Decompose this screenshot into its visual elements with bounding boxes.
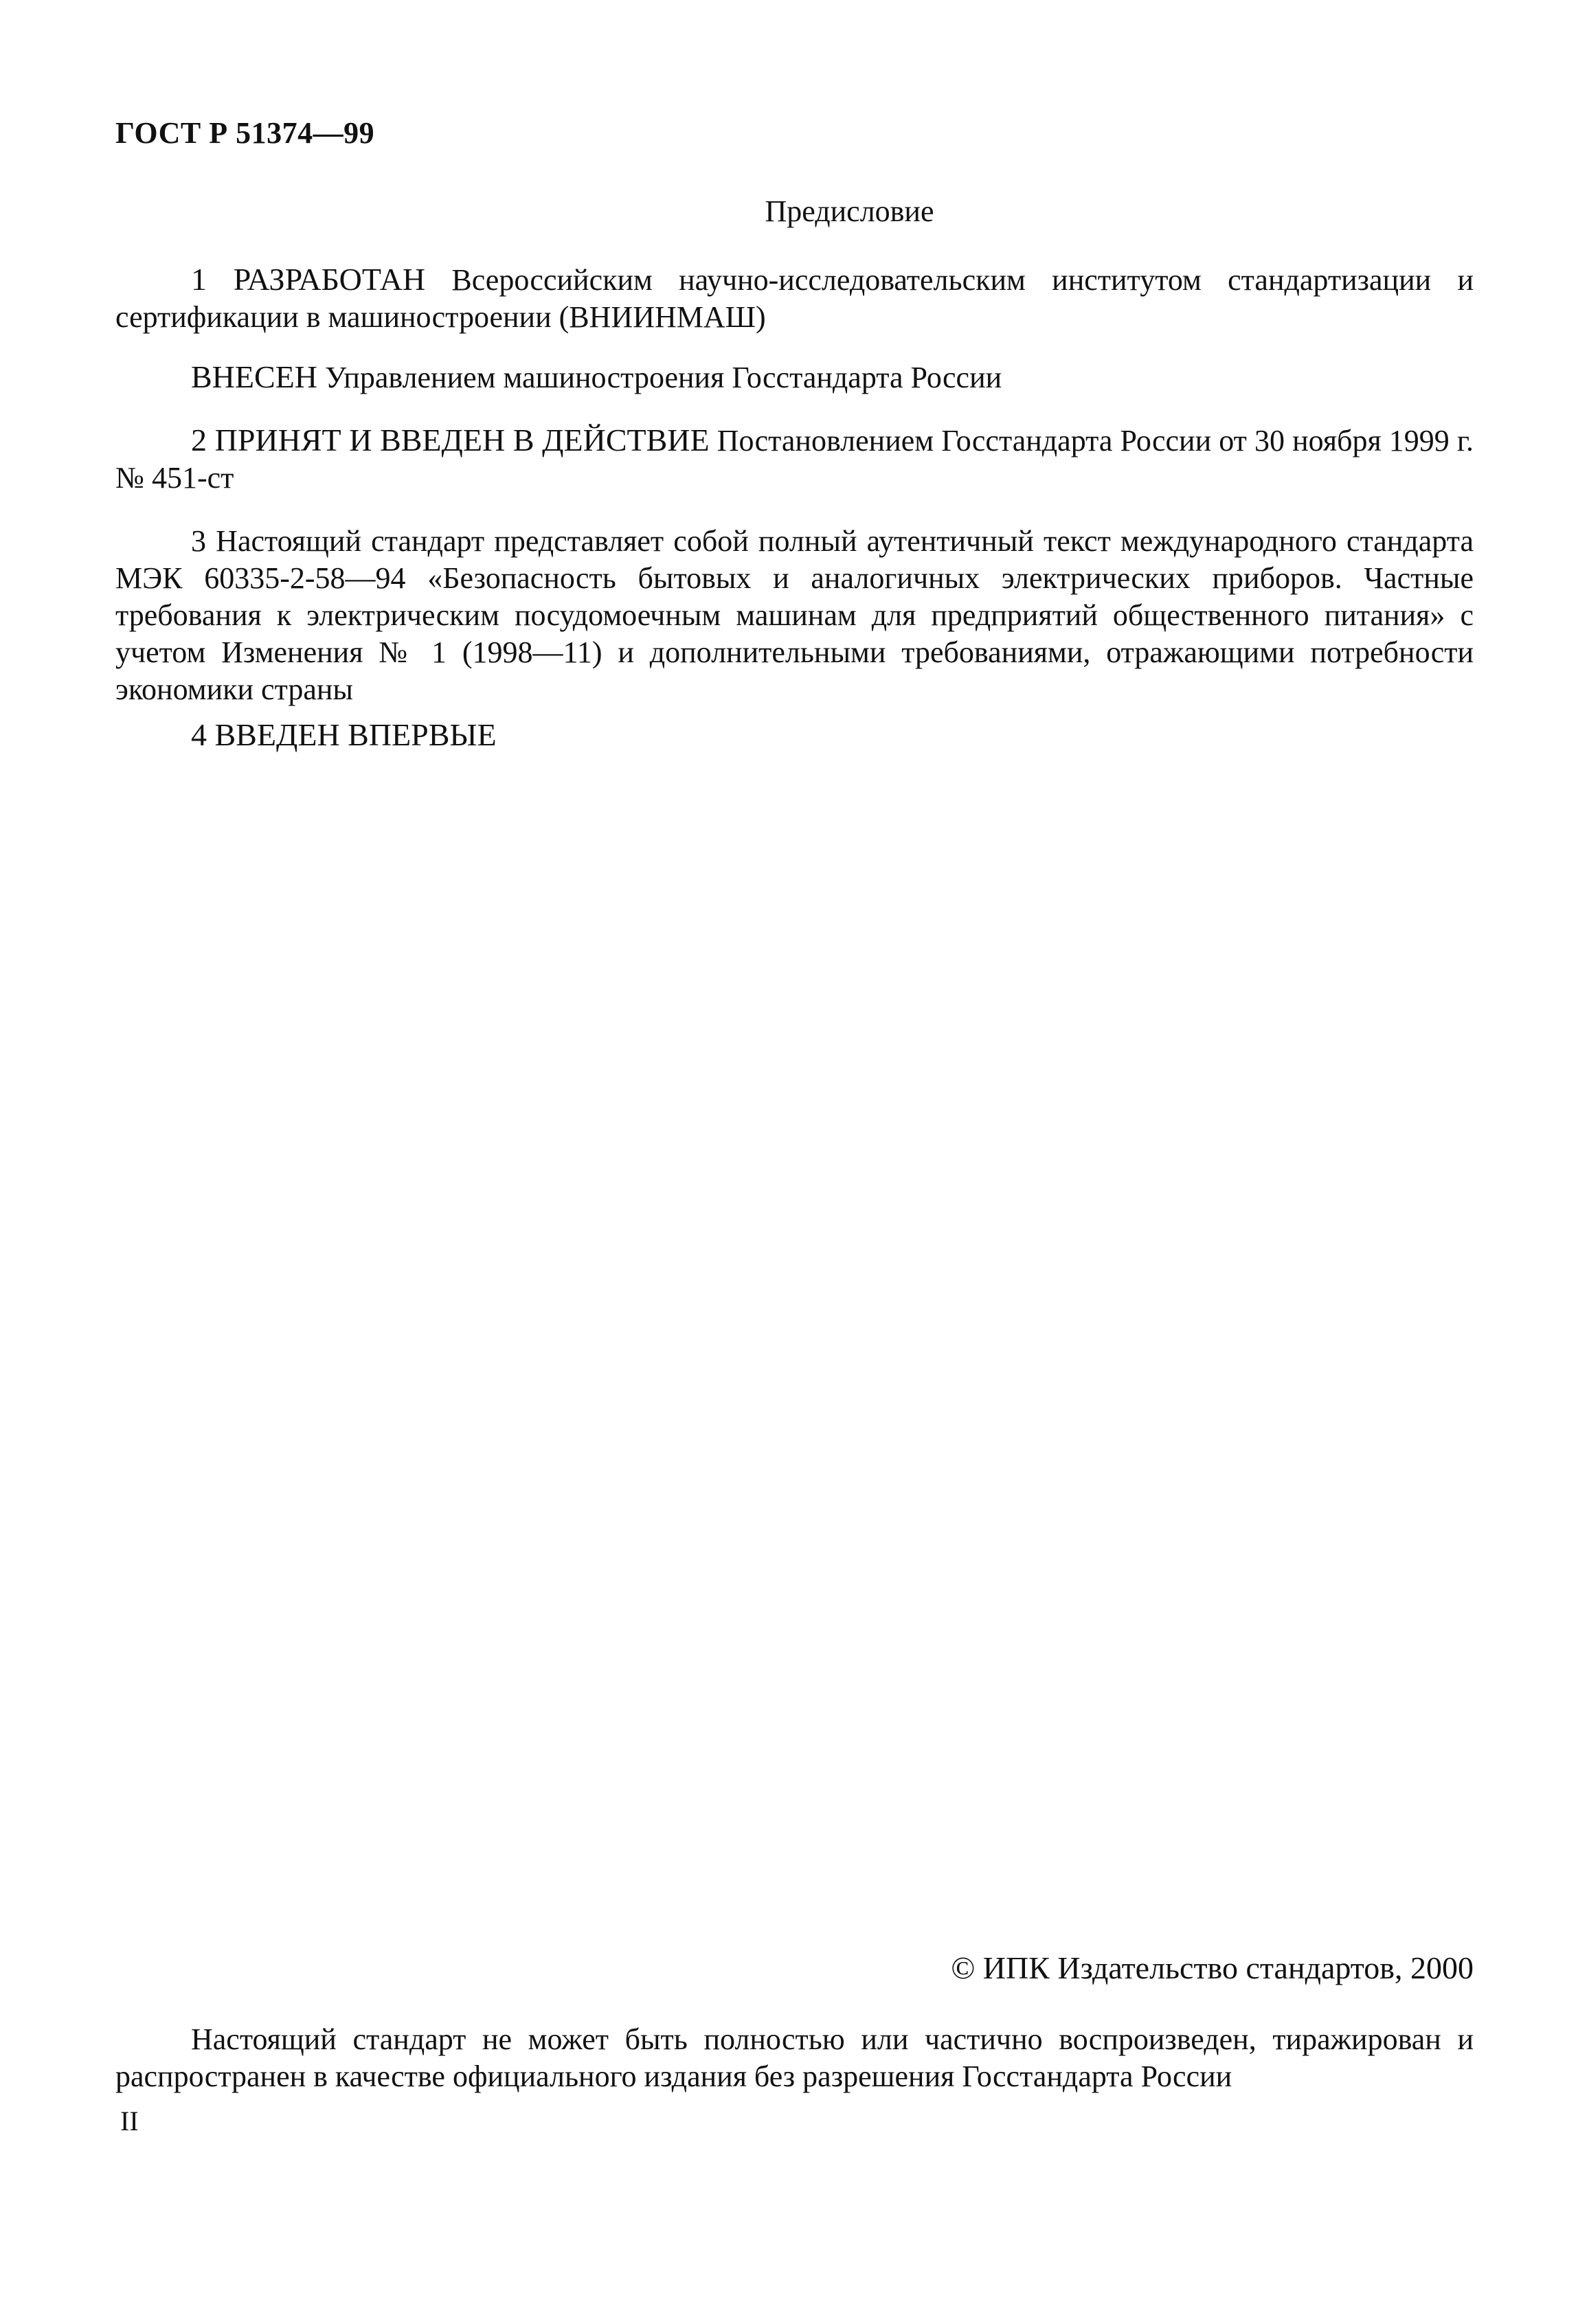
document-code: ГОСТ Р 51374—99 bbox=[115, 116, 375, 150]
foreword-item-authentic-text bbox=[115, 522, 1474, 708]
reproduction-notice: Настоящий стандарт не может быть полностью или частично воспроизведен, тиражирован и распространен в качестве официального издания без разрешения Госстандарта России bbox=[115, 2022, 1474, 2093]
foreword-item-lead: 2 ПРИНЯТ И ВВЕДЕН В ДЕЙСТВИЕ bbox=[191, 422, 710, 458]
page-number: II bbox=[120, 2106, 139, 2136]
foreword-title: Предисловие bbox=[765, 194, 934, 228]
foreword-item-text: Постановлением Госстандарта России от 30 ноября 1999 г. № 451-ст bbox=[115, 424, 1474, 495]
copyright-line: © ИПК Издательство стандартов, 2000 bbox=[951, 1950, 1474, 1985]
foreword-item-submitted bbox=[115, 359, 1474, 396]
foreword-item-text: 3 Настоящий стандарт представляет собой полный аутентичный текст международного стандарта МЭК 60335-2-58—94 «Безопасность бытовых и аналогичных электрических приборов. Частные требования к электрическим посудомоечным машинам для предприятий общественного питания» с учетом Изменения № 1 (1998—11) и дополнительными требованиями, отражающими потребности экономики страны bbox=[115, 524, 1474, 706]
foreword-item-adopted bbox=[115, 422, 1474, 497]
foreword-item-lead: 1 РАЗРАБОТАН bbox=[191, 262, 426, 297]
foreword-item-text: Управлением машиностроения Госстандарта России bbox=[317, 361, 1002, 394]
foreword-item-lead: ВНЕСЕН bbox=[191, 359, 317, 394]
foreword-item-text: Всероссийским научно-исследовательским институтом стандартизации и сертификации в машиностроении (ВНИИНМАШ) bbox=[115, 263, 1474, 334]
foreword-item-developed bbox=[115, 261, 1474, 336]
foreword-item-lead: 4 ВВЕДЕН ВПЕРВЫЕ bbox=[191, 717, 497, 752]
foreword-item-first-introduced bbox=[115, 717, 1474, 754]
